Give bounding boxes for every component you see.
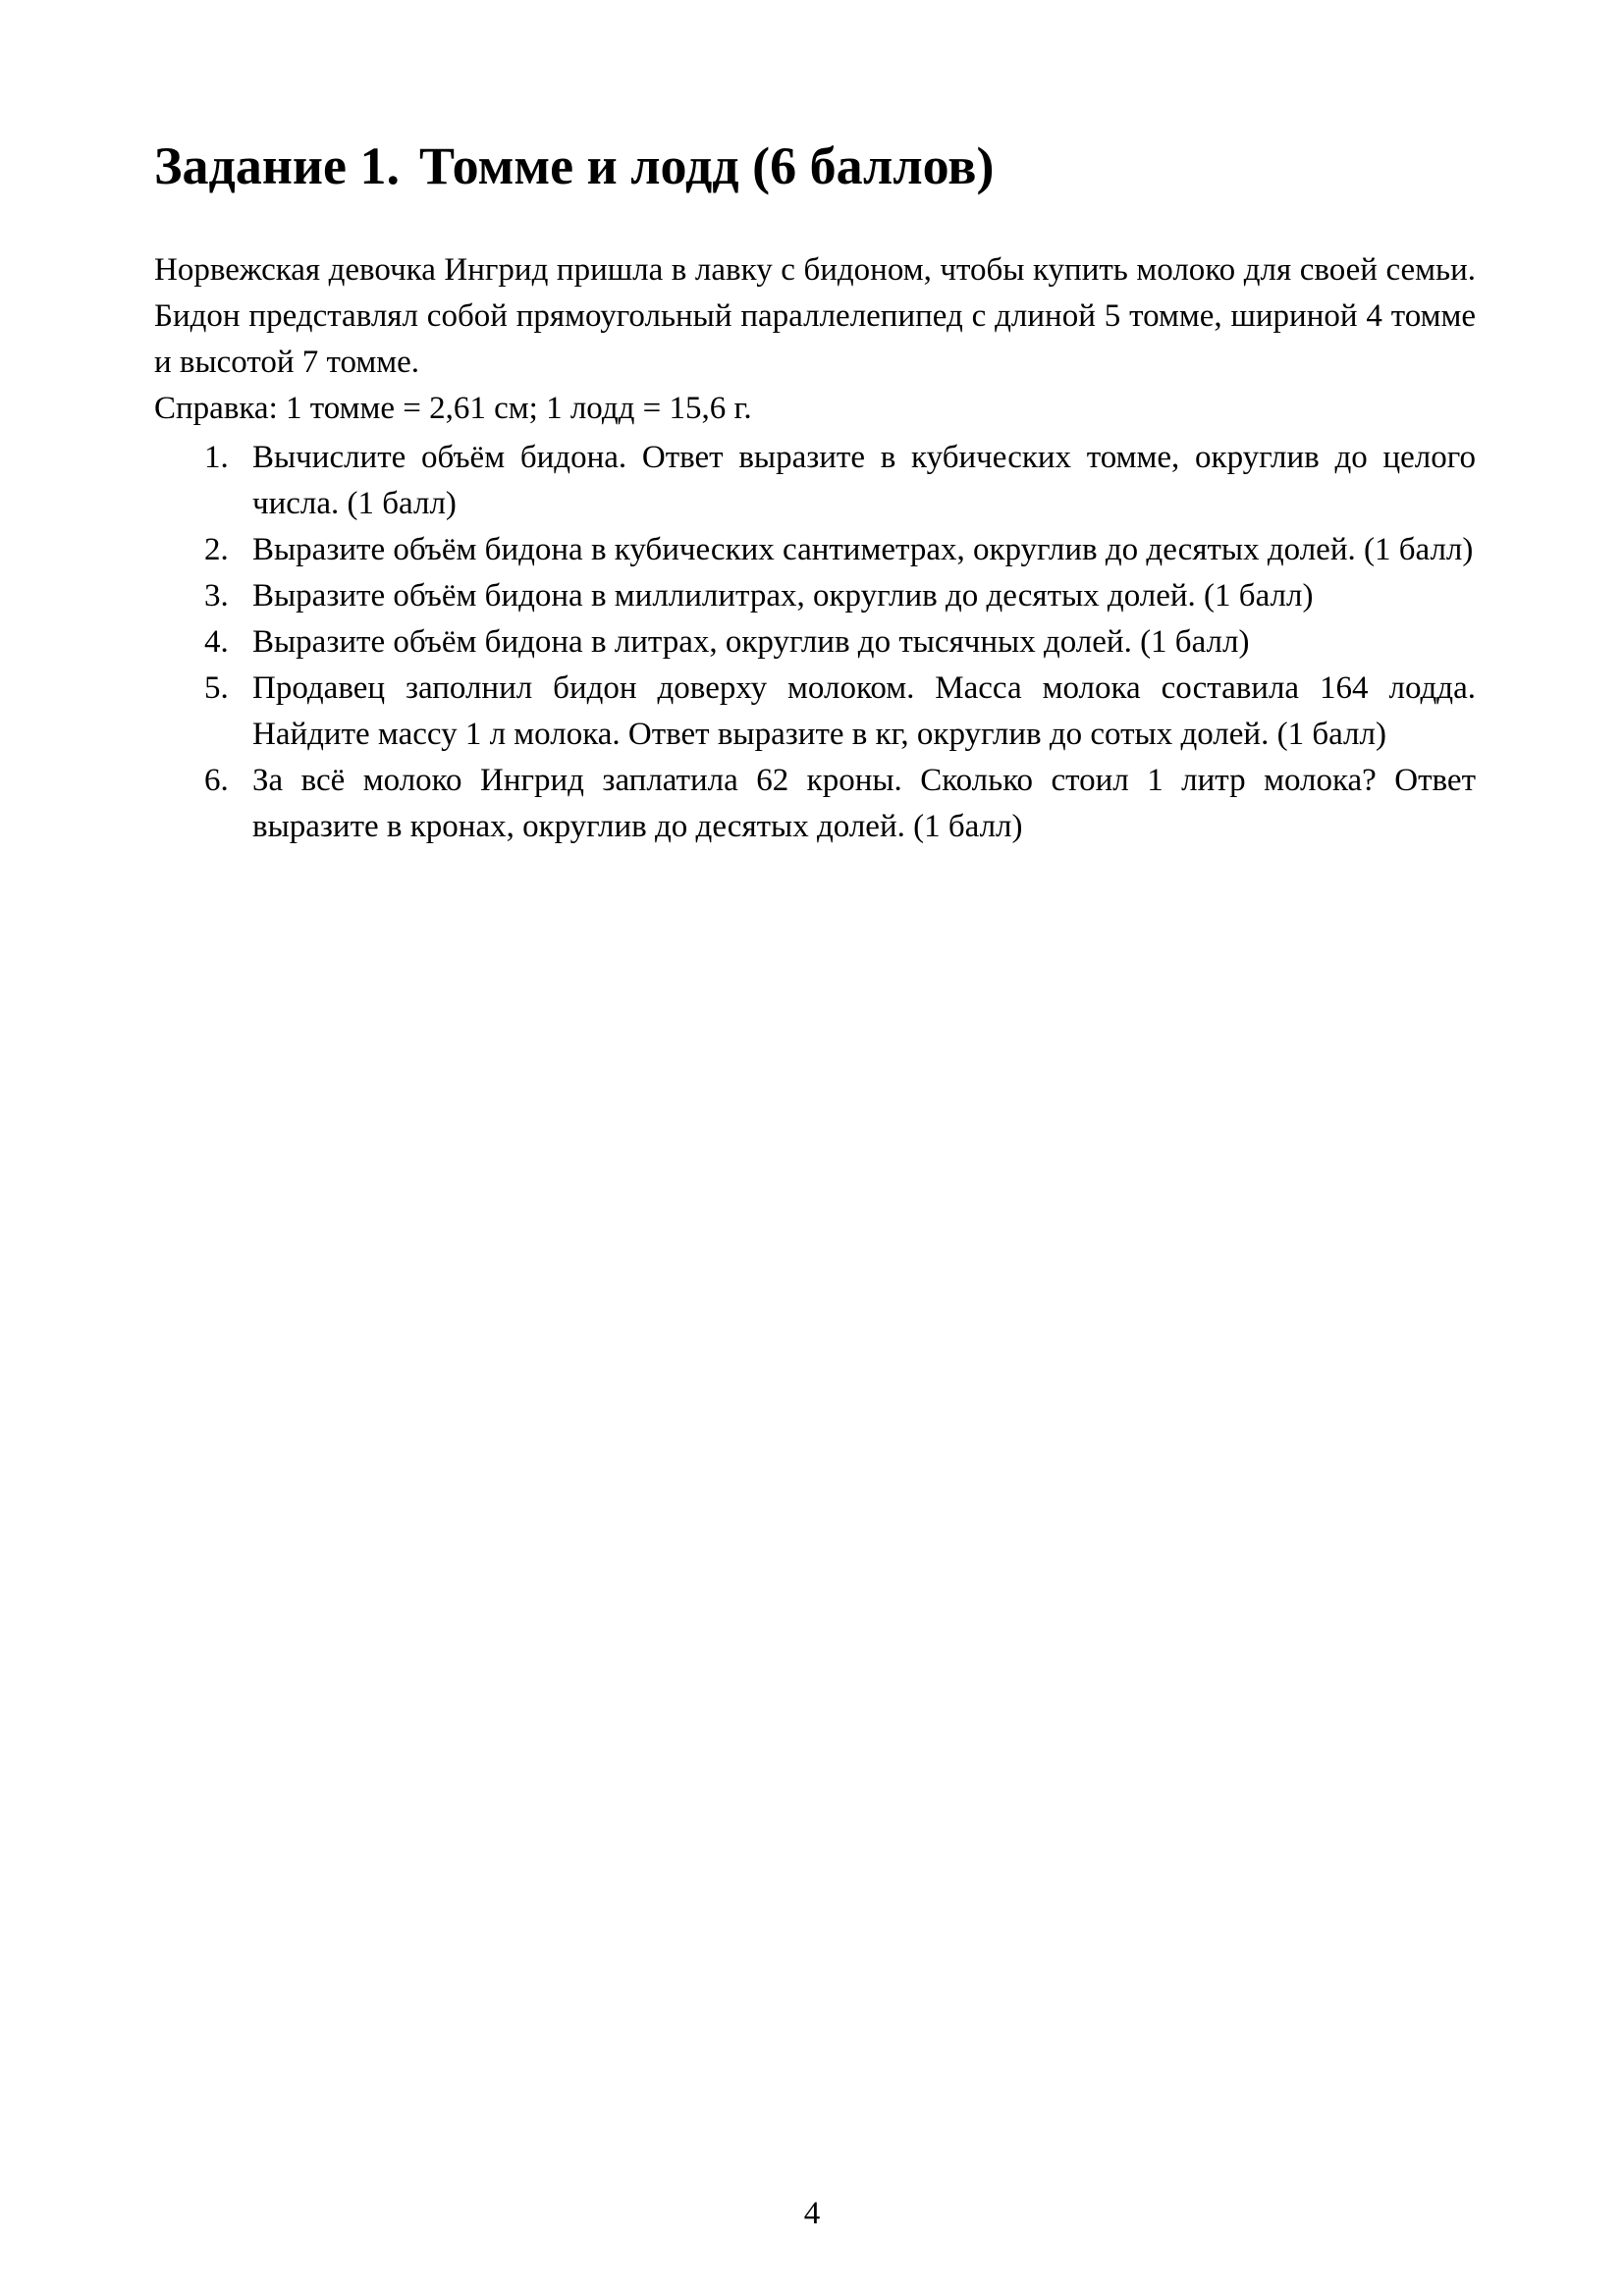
page-number: 4 bbox=[803, 2196, 821, 2231]
task-title bbox=[154, 135, 1476, 196]
task-number: 1. bbox=[204, 440, 229, 476]
task-text: Продавец заполнил бидон доверху молоком. Масса молока составила 164 лодда. Найдите массу 1 л молока. Ответ выразите в кг, округлив до сотых долей. (1 балл) bbox=[252, 670, 1476, 753]
task-number: 3. bbox=[204, 578, 229, 614]
task-title-number: Задание 1. bbox=[154, 136, 401, 195]
task-text: Выразите объём бидона в кубических сантиметрах, округлив до десятых долей. (1 балл) bbox=[252, 532, 1474, 568]
task-number: 5. bbox=[204, 670, 229, 707]
page-content bbox=[154, 135, 1476, 850]
task-item bbox=[154, 666, 1476, 758]
intro-paragraph: Норвежская девочка Ингрид пришла в лавку с бидоном, чтобы купить молоко для своей семьи. Бидон представлял собой прямоугольный параллелепипед с длиной 5 томме, шириной 4 томме и высотой 7 томме. bbox=[154, 252, 1476, 381]
task-text: Выразите объём бидона в миллилитрах, округлив до десятых долей. (1 балл) bbox=[252, 578, 1314, 614]
task-number: 2. bbox=[204, 532, 229, 568]
task-text: За всё молоко Ингрид заплатила 62 кроны. Сколько стоил 1 литр молока? Ответ выразите в кронах, округлив до десятых долей. (1 балл) bbox=[252, 763, 1476, 845]
task-item bbox=[154, 573, 1476, 619]
task-title-text: Томме и лодд (6 баллов) bbox=[419, 136, 995, 195]
task-number: 6. bbox=[204, 763, 229, 799]
task-list bbox=[154, 435, 1476, 850]
reference-line: Справка: 1 томме = 2,61 см; 1 лодд = 15,6 г. bbox=[154, 391, 752, 427]
task-item bbox=[154, 758, 1476, 850]
task-item bbox=[154, 527, 1476, 573]
task-text: Выразите объём бидона в литрах, округлив до тысячных долей. (1 балл) bbox=[252, 624, 1250, 661]
task-item bbox=[154, 619, 1476, 666]
task-text: Вычислите объём бидона. Ответ выразите в кубических томме, округлив до целого числа. (1 балл) bbox=[252, 440, 1476, 522]
task-item bbox=[154, 435, 1476, 527]
task-number: 4. bbox=[204, 624, 229, 661]
